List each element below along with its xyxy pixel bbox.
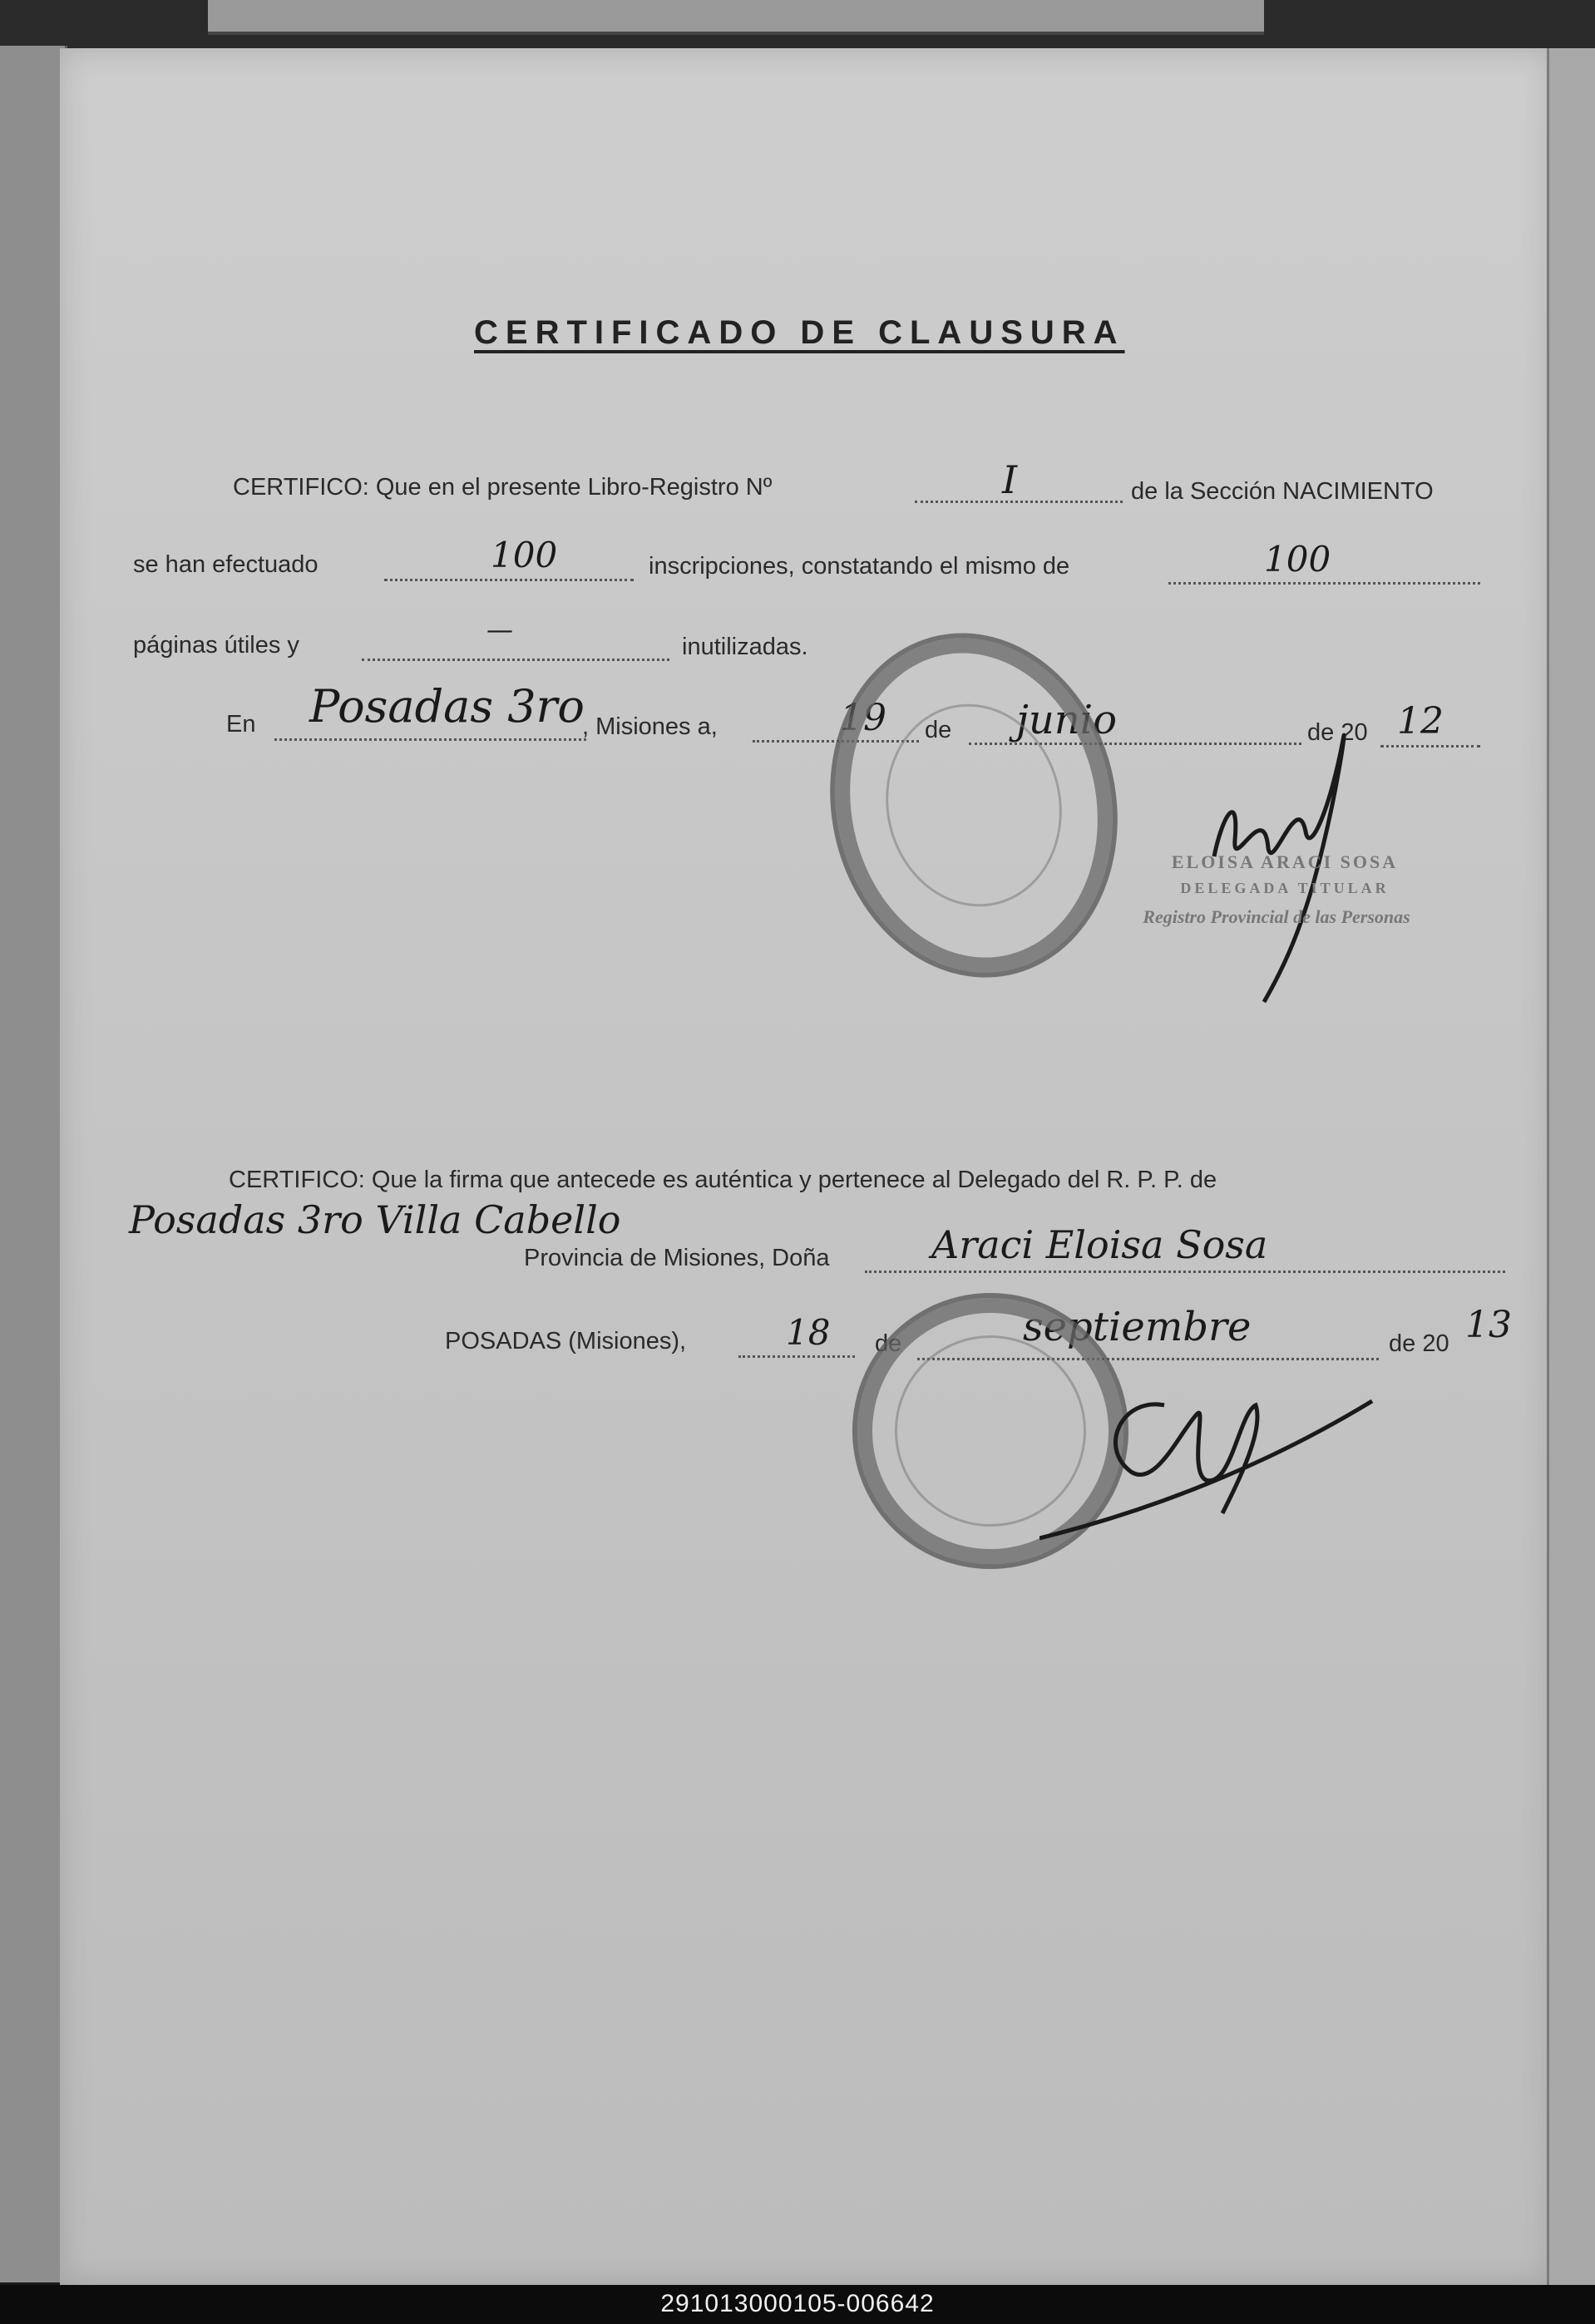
p2-line3-text: POSADAS (Misiones), — [445, 1328, 687, 1354]
binder-clip — [208, 0, 1264, 35]
p1-line1-text: CERTIFICO: Que en el presente Libro-Registro Nº — [233, 474, 773, 501]
p1-inutilizadas-dots — [362, 659, 669, 661]
lugar-handwritten: Posadas 3ro — [309, 680, 585, 733]
signature-1 — [1164, 690, 1380, 1006]
p2-anio-handwritten: 13 — [1465, 1304, 1512, 1346]
mes-handwritten: junio — [1016, 697, 1117, 743]
seal1-office: Registro Provincial de las Personas — [1143, 906, 1410, 927]
p2-line1-text: CERTIFICO: Que la firma que antecede es auténtica y pertenece al Delegado del R. P. P. de — [229, 1167, 1217, 1193]
document-title: CERTIFICADO DE CLAUSURA — [474, 314, 1125, 351]
seal1-name: ELOISA ARACI SOSA — [1171, 851, 1399, 872]
signature-2 — [1039, 1380, 1389, 1563]
p2-line3-de20: de 20 — [1389, 1330, 1449, 1357]
p2-line2-text: Provincia de Misiones, Doña — [524, 1245, 830, 1271]
p2-line3-de: de — [875, 1330, 902, 1357]
p1-line2-text: se han efectuado — [133, 551, 319, 578]
p1-line4-misiones: , Misiones a, — [582, 713, 718, 740]
p1-lugar-dots — [274, 738, 586, 741]
libro-number-handwritten: I — [1002, 457, 1018, 502]
p1-inscripciones-dots — [384, 579, 634, 581]
inscripciones-handwritten: 100 — [491, 535, 558, 575]
next-page-edge — [1547, 48, 1595, 2285]
p2-nombre-handwritten: Araci Eloisa Sosa — [931, 1222, 1268, 1267]
p2-nombre-dots — [865, 1271, 1505, 1273]
p2-dia-dots — [738, 1355, 855, 1358]
seal1-role: DELEGADA TITULAR — [1180, 880, 1390, 896]
p1-line4-de20: de 20 — [1307, 719, 1368, 746]
top-background — [0, 0, 1595, 50]
p1-anio-dots — [1380, 745, 1480, 748]
previous-page-edge — [0, 46, 67, 2282]
p1-line1-end: de la Sección NACIMIENTO — [1131, 478, 1434, 505]
p1-line3-end: inutilizadas. — [682, 634, 808, 660]
p1-line4-en: En — [226, 711, 256, 738]
p1-line4-de: de — [925, 717, 952, 743]
p1-line2-mid: inscripciones, constatando el mismo de — [649, 553, 1070, 580]
p1-libro-dots — [915, 501, 1123, 503]
paginas-handwritten: 100 — [1264, 539, 1331, 580]
footer-id: 291013000105-006642 — [660, 2290, 935, 2317]
anio-handwritten: 12 — [1397, 700, 1444, 743]
p1-paginas-dots — [1168, 582, 1480, 585]
inutilizadas-handwritten: — — [486, 614, 513, 645]
dia-handwritten: 19 — [840, 697, 886, 739]
p2-lugar-handwritten: Posadas 3ro Villa Cabello — [129, 1197, 621, 1242]
p2-mes-handwritten: septiembre — [1023, 1304, 1252, 1350]
p1-line3-text: páginas útiles y — [133, 632, 299, 659]
p2-dia-handwritten: 18 — [786, 1312, 831, 1353]
